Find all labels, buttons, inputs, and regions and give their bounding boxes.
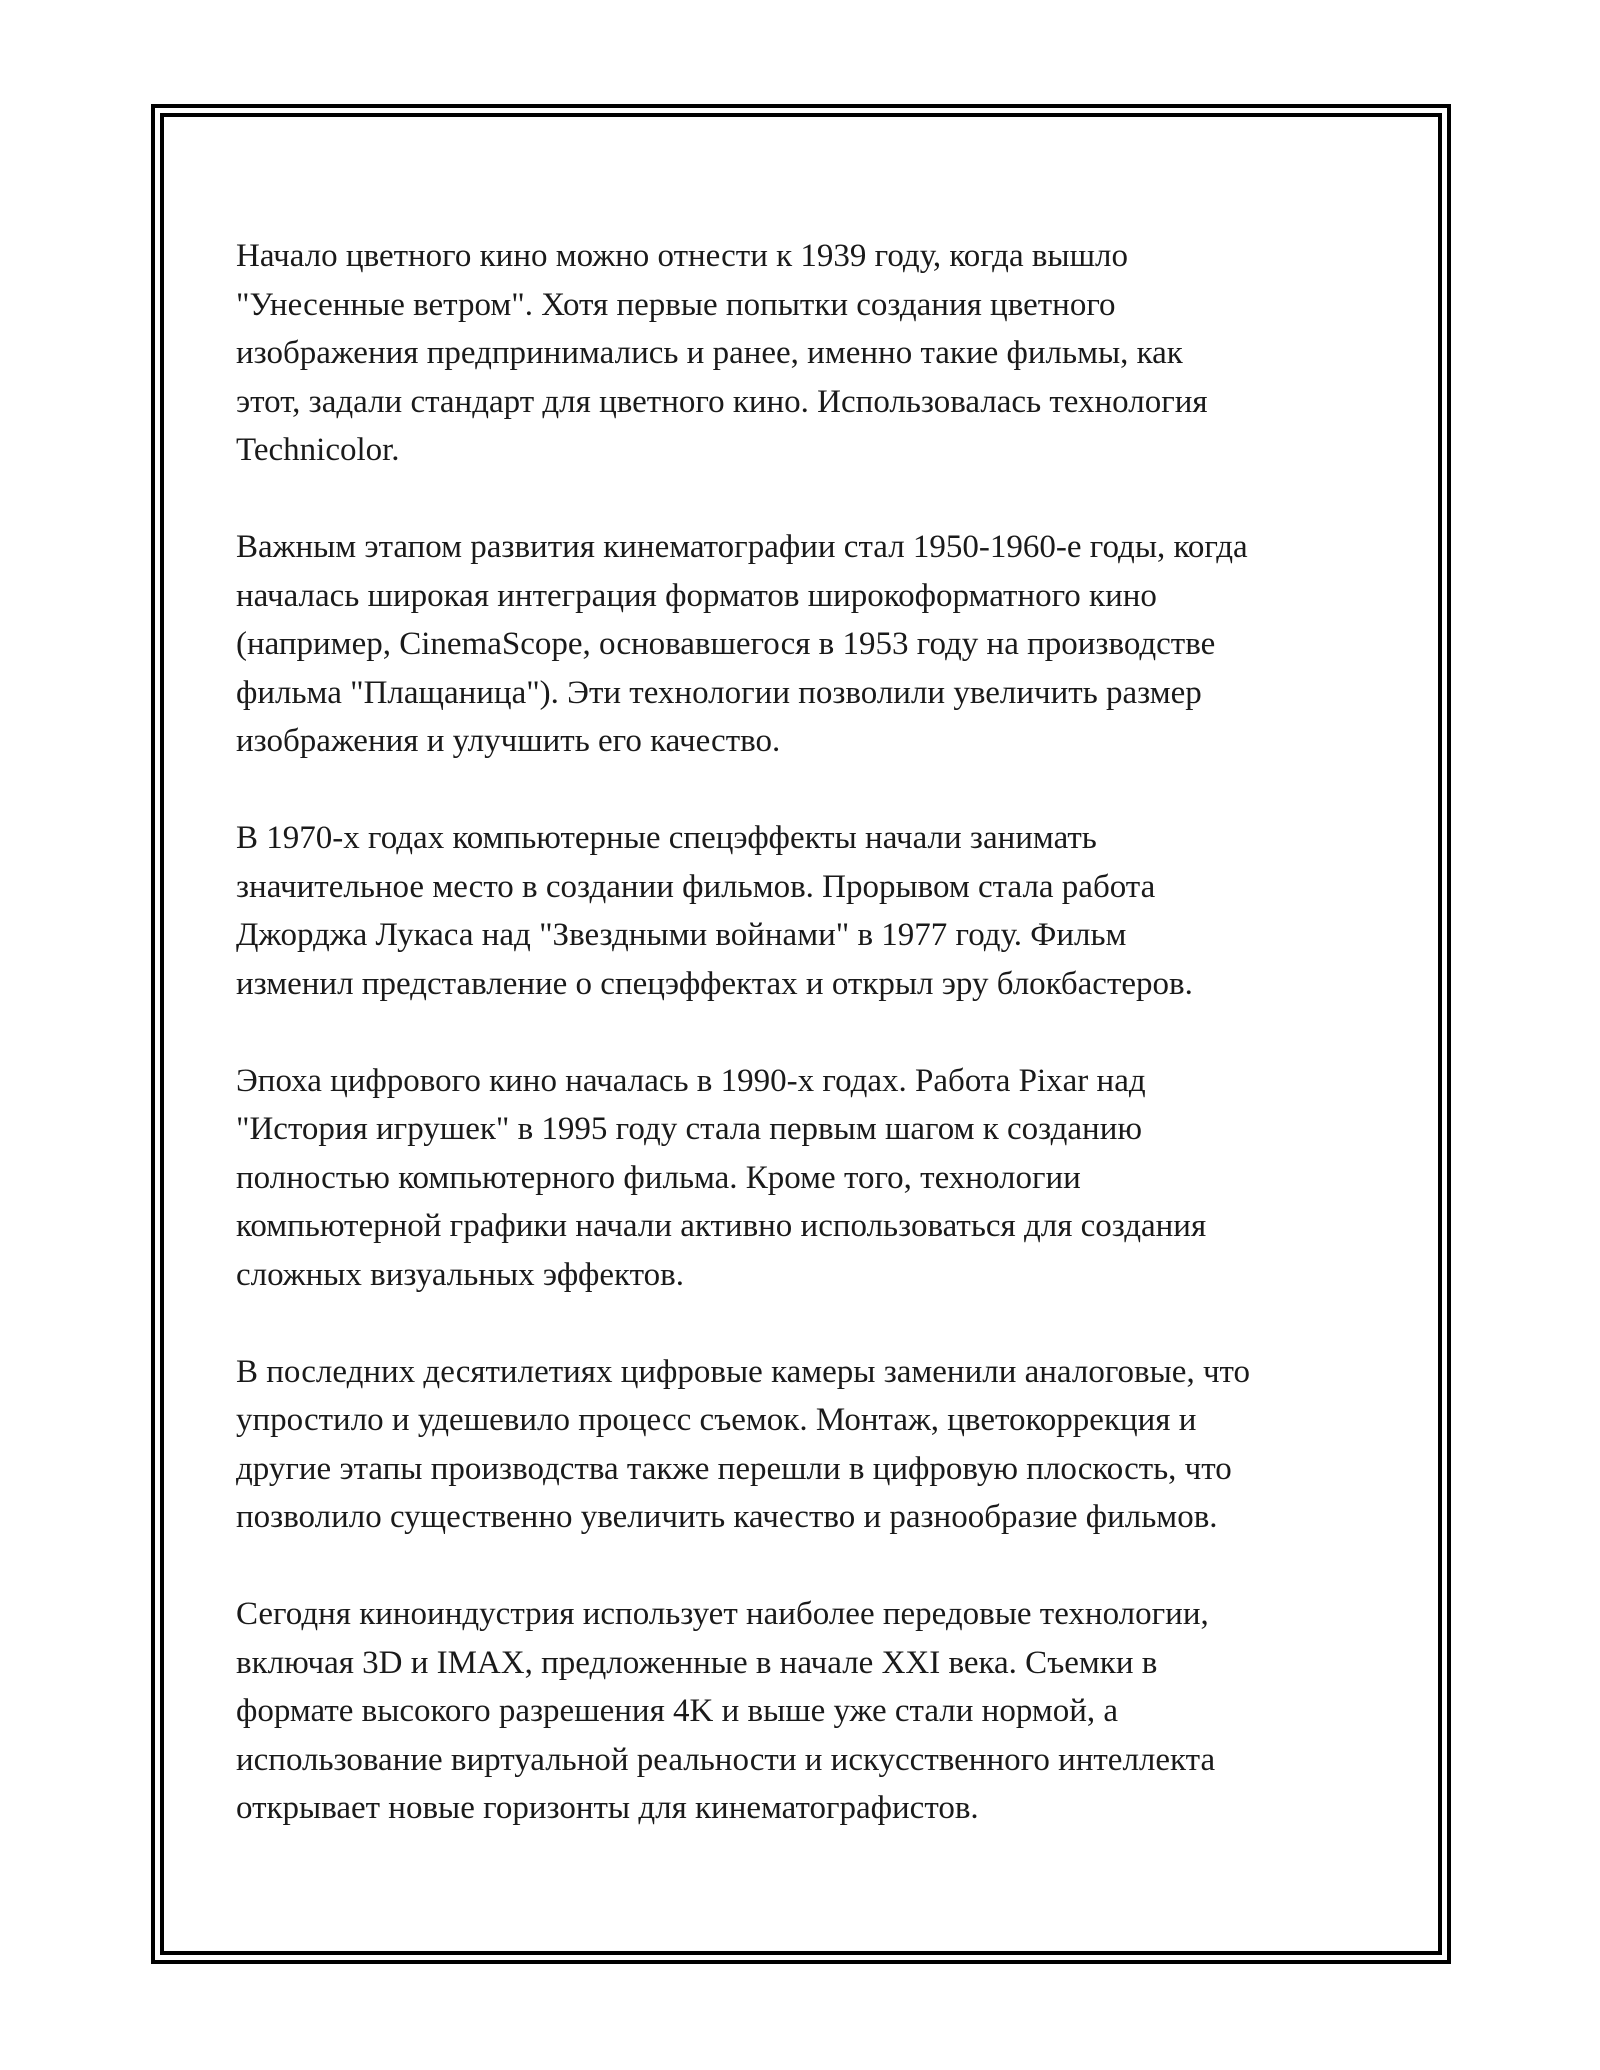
paragraph-color-cinema: Начало цветного кино можно отнести к 1939 году, когда вышло "Унесенные ветром". Хотя первые попытки создания цветного изображения предпринимались и ранее, именно такие фильмы, как этот, задали стандарт для цветного кино. Использовалась технология Technicolor. xyxy=(236,238,1208,468)
document-body xyxy=(236,232,1376,1881)
paragraph-widescreen: Важным этапом развития кинематографии стал 1950-1960-е годы, когда началась широкая интеграция форматов широкоформатного кино (например, CinemaScope, основавшегося в 1953 году на производстве фильма "Плащаница"). Эти технологии позволили увеличить размер изображения и улучшить его качество. xyxy=(236,529,1248,759)
paragraph-digital-cinema: Эпоха цифрового кино началась в 1990-х годах. Работа Pixar над "История игрушек" в 1995 году стала первым шагом к созданию полностью компьютерного фильма. Кроме того, технологии компьютерной графики начали активно использоваться для создания сложных визуальных эффектов. xyxy=(236,1062,1207,1293)
paragraph-digital-cameras: В последних десятилетиях цифровые камеры заменили аналоговые, что упростило и удешевило процесс съемок. Монтаж, цветокоррекция и другие этапы производства также перешли в цифровую плоскость, что позволило существенно увеличить качество и разнообразие фильмов. xyxy=(236,1353,1251,1535)
paragraph-special-effects: В 1970-х годах компьютерные спецэффекты начали занимать значительное место в создании фильмов. Прорывом стала работа Джорджа Лукаса над "Звездными войнами" в 1977 году. Фильм изменил представление о спецэффектах и открыл эру блокбастеров. xyxy=(236,820,1193,1002)
paragraph-modern-technologies: Сегодня киноиндустрия использует наиболее передовые технологии, включая 3D и IMAX, предложенные в начале XXI века. Съемки в формате высокого разрешения 4K и выше уже стали нормой, а использование виртуальной реальности и искусственного интеллекта открывает новые горизонты для кинематографистов. xyxy=(236,1596,1216,1826)
